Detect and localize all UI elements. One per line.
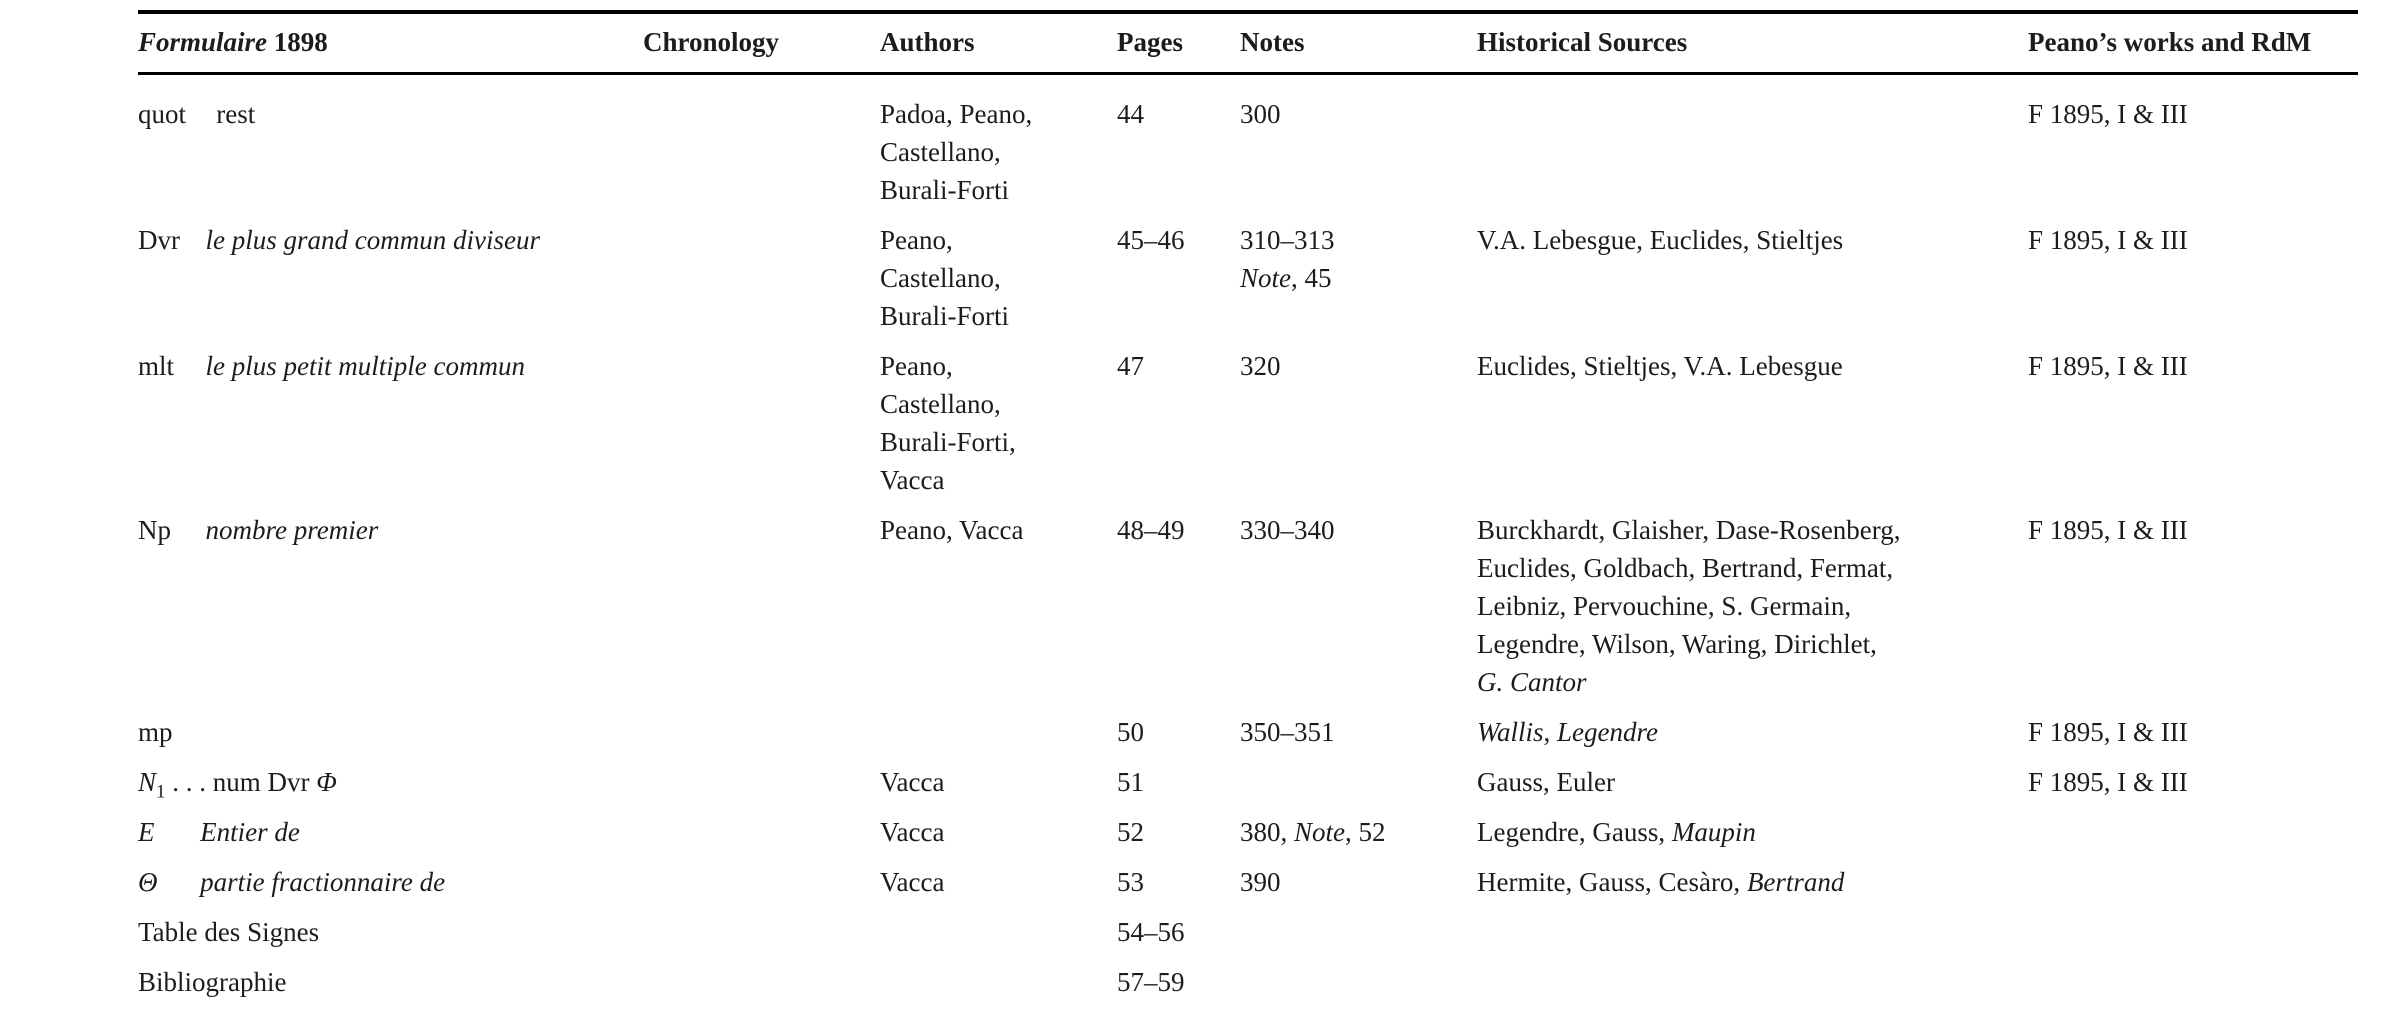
cell-works [2028,763,2358,801]
cell-formulaire [138,221,643,259]
cell-pages [1117,913,1240,951]
cell-sources [1477,863,2028,901]
cell-line [880,385,1099,423]
text-segment: Legendre, Gauss, [1477,817,1672,847]
table-row [138,95,2358,209]
text-segment: Burali-Forti [880,175,1009,205]
cell-formulaire [138,511,643,549]
cell-notes [1240,95,1477,133]
text-segment: Vacca [880,867,945,897]
text-segment: Padoa, Peano, [880,99,1033,129]
cell-sources [1477,713,2028,751]
cell-sources [1477,813,2028,851]
cell-works [2028,95,2358,133]
cell-line [1477,221,2010,259]
text-segment: Vacca [880,465,945,495]
text-segment: Chronology [643,27,780,57]
text-segment: F 1895, I & III [2028,717,2188,747]
text-segment: , 45 [1291,263,1332,293]
text-segment: 52 [1117,817,1144,847]
cell-line [1240,511,1459,549]
cell-line [138,511,625,549]
cell-line [138,763,625,801]
cell-formulaire [138,913,643,951]
text-segment: Vacca [880,767,945,797]
cell-authors [880,221,1117,335]
cell-pages [1117,713,1240,751]
cell-line [2028,713,2340,751]
formulaire-1898-table [138,10,2358,1013]
cell-line [2028,763,2340,801]
text-segment: Note [1294,817,1345,847]
cell-sources [1477,511,2028,701]
cell-line [2028,511,2340,549]
text-segment: Vacca [880,817,945,847]
cell-pages [1117,763,1240,801]
text-segment: 53 [1117,867,1144,897]
text-segment: Entier de [200,817,300,847]
cell-pages [1117,863,1240,901]
cell-notes [1240,347,1477,385]
cell-notes [1240,713,1477,751]
cell-line [2028,95,2340,133]
cell-line [880,133,1099,171]
cell-authors [880,511,1117,549]
text-segment: Legendre [1557,717,1659,747]
text-segment: Notes [1240,27,1305,57]
cell-formulaire [138,763,643,801]
table-row [138,511,2358,701]
text-segment: partie fractionnaire de [200,867,446,897]
cell-line [2028,347,2340,385]
text-segment: G. Cantor [1477,667,1587,697]
cell-sources [1477,23,2028,61]
text-segment: 44 [1117,99,1144,129]
text-segment: 51 [1117,767,1144,797]
cell-sources [1477,763,2028,801]
cell-authors [880,813,1117,851]
cell-pages [1117,221,1240,259]
cell-sources [1477,347,2028,385]
cell-notes [1240,863,1477,901]
text-segment: 47 [1117,351,1144,381]
cell-line [1117,863,1222,901]
text-segment: Historical Sources [1477,27,1688,57]
table-row [138,813,2358,851]
cell-formulaire [138,813,643,851]
cell-line [1477,23,2010,61]
text-segment: Θ [138,867,158,897]
cell-line [1240,713,1459,751]
cell-line [880,423,1099,461]
cell-notes [1240,511,1477,549]
cell-line [138,95,625,133]
text-segment: F 1895, I & III [2028,351,2188,381]
cell-line [880,23,1099,61]
text-segment: 48–49 [1117,515,1185,545]
text-segment: quot [138,99,187,129]
cell-line [1117,913,1222,951]
cell-line [1117,963,1222,1001]
text-segment: 330–340 [1240,515,1335,545]
text-segment: Np [138,515,171,545]
text-segment: 50 [1117,717,1144,747]
cell-line [1477,549,2010,587]
text-segment: Castellano, [880,137,1001,167]
table-row [138,963,2358,1001]
cell-authors [880,23,1117,61]
text-segment: Burckhardt, Glaisher, Dase-Rosenberg, [1477,515,1901,545]
cell-line [1477,663,2010,701]
cell-line [1240,813,1459,851]
cell-line [1117,813,1222,851]
cell-line [138,23,625,61]
cell-line [880,763,1099,801]
text-segment: 54–56 [1117,917,1185,947]
text-segment: Φ [316,767,337,797]
text-segment: Wallis [1477,717,1544,747]
text-segment: Dvr [138,225,180,255]
table-body [138,75,2358,1001]
text-segment: 57–59 [1117,967,1185,997]
cell-authors [880,95,1117,209]
cell-notes [1240,221,1477,297]
cell-line [2028,221,2340,259]
text-segment: Gauss, Euler [1477,767,1615,797]
text-segment: 300 [1240,99,1281,129]
text-segment: Note [1240,263,1291,293]
text-segment: Formulaire [138,27,268,57]
text-segment: le plus grand commun diviseur [205,225,540,255]
text-segment: Euclides, Stieltjes, V.A. Lebesgue [1477,351,1843,381]
cell-line [1117,95,1222,133]
cell-line [1117,713,1222,751]
cell-notes [1240,813,1477,851]
cell-formulaire [138,95,643,133]
cell-pages [1117,963,1240,1001]
text-segment: V.A. Lebesgue, Euclides, Stieltjes [1477,225,1844,255]
cell-line [880,461,1099,499]
cell-authors [880,347,1117,499]
text-segment: 390 [1240,867,1281,897]
cell-line [1117,511,1222,549]
text-segment: , [1543,717,1558,747]
text-segment: Authors [880,27,975,57]
cell-line [1240,863,1459,901]
text-segment: Maupin [1671,817,1756,847]
cell-line [1240,23,1459,61]
cell-line [880,347,1099,385]
cell-line [138,913,625,951]
cell-line [880,221,1099,259]
cell-works [2028,713,2358,751]
text-segment: Hermite, Gauss, Cesàro, [1477,867,1747,897]
cell-line [643,23,862,61]
cell-line [880,813,1099,851]
cell-works [2028,511,2358,549]
text-segment: nombre premier [205,515,379,545]
text-segment: F 1895, I & III [2028,99,2188,129]
cell-line [880,511,1099,549]
cell-formulaire [138,347,643,385]
text-segment: Bibliographie [138,967,287,997]
text-segment: 320 [1240,351,1281,381]
cell-authors [880,863,1117,901]
cell-line [1477,763,2010,801]
text-segment: Castellano, [880,263,1001,293]
text-segment: 350–351 [1240,717,1335,747]
text-segment: F 1895, I & III [2028,767,2188,797]
cell-line [1240,347,1459,385]
text-segment: Peano’s works and RdM [2028,27,2312,57]
text-segment: Burali-Forti, [880,427,1016,457]
cell-pages [1117,95,1240,133]
text-segment: Table des Signes [138,917,320,947]
cell-formulaire [138,963,643,1001]
cell-line [880,297,1099,335]
cell-line [138,963,625,1001]
cell-pages [1117,813,1240,851]
text-segment: Euclides, Goldbach, Bertrand, Fermat, [1477,553,1894,583]
text-segment: Leibniz, Pervouchine, S. Germain, [1477,591,1852,621]
cell-works [2028,221,2358,259]
text-segment: Pages [1117,27,1183,57]
text-segment: le plus petit multiple commun [205,351,525,381]
cell-line [880,259,1099,297]
cell-line [138,347,625,385]
table-row [138,347,2358,499]
text-segment: 380, [1240,817,1294,847]
cell-works [2028,23,2358,61]
cell-pages [1117,347,1240,385]
cell-pages [1117,511,1240,549]
cell-line [1477,347,2010,385]
cell-line [1117,763,1222,801]
text-segment: Peano, [880,351,953,381]
cell-line [1477,713,2010,751]
cell-line [138,221,625,259]
cell-line [138,863,625,901]
cell-formulaire [138,713,643,751]
cell-pages [1117,23,1240,61]
text-segment: , 52 [1345,817,1386,847]
text-segment: rest [216,99,256,129]
cell-line [880,863,1099,901]
text-segment: N [138,767,157,797]
cell-line [1240,95,1459,133]
text-segment: Legendre, Wilson, Waring, Dirichlet, [1477,629,1877,659]
text-segment: mp [138,717,173,747]
cell-authors [880,763,1117,801]
text-segment: Peano, [880,225,953,255]
text-segment: Burali-Forti [880,301,1009,331]
cell-notes [1240,23,1477,61]
text-segment: 1898 [267,27,328,57]
text-segment: Bertrand [1746,867,1845,897]
cell-formulaire [138,863,643,901]
cell-line [1477,511,2010,549]
table-row [138,763,2358,801]
cell-line [1117,23,1222,61]
cell-line [1240,259,1459,297]
cell-works [2028,347,2358,385]
cell-line [1240,221,1459,259]
cell-formulaire [138,23,643,61]
cell-line [880,171,1099,209]
table-header-row [138,14,2358,72]
cell-line [1477,587,2010,625]
cell-line [2028,23,2340,61]
cell-line [138,713,625,751]
text-segment: F 1895, I & III [2028,225,2188,255]
table-row [138,863,2358,901]
cell-chronology [643,23,880,61]
text-segment: . . . num Dvr [165,767,317,797]
cell-sources [1477,221,2028,259]
cell-line [1477,625,2010,663]
table-row [138,713,2358,751]
text-segment: mlt [138,351,175,381]
text-segment: F 1895, I & III [2028,515,2188,545]
text-segment: Castellano, [880,389,1001,419]
text-segment: E [138,817,155,847]
cell-line [1117,347,1222,385]
table-row [138,913,2358,951]
cell-line [1477,863,2010,901]
text-segment: 1 [156,781,166,803]
table-row [138,221,2358,335]
cell-line [138,813,625,851]
cell-line [880,95,1099,133]
text-segment: Peano, Vacca [880,515,1024,545]
text-segment: 45–46 [1117,225,1185,255]
cell-line [1477,813,2010,851]
cell-line [1117,221,1222,259]
text-segment: 310–313 [1240,225,1335,255]
